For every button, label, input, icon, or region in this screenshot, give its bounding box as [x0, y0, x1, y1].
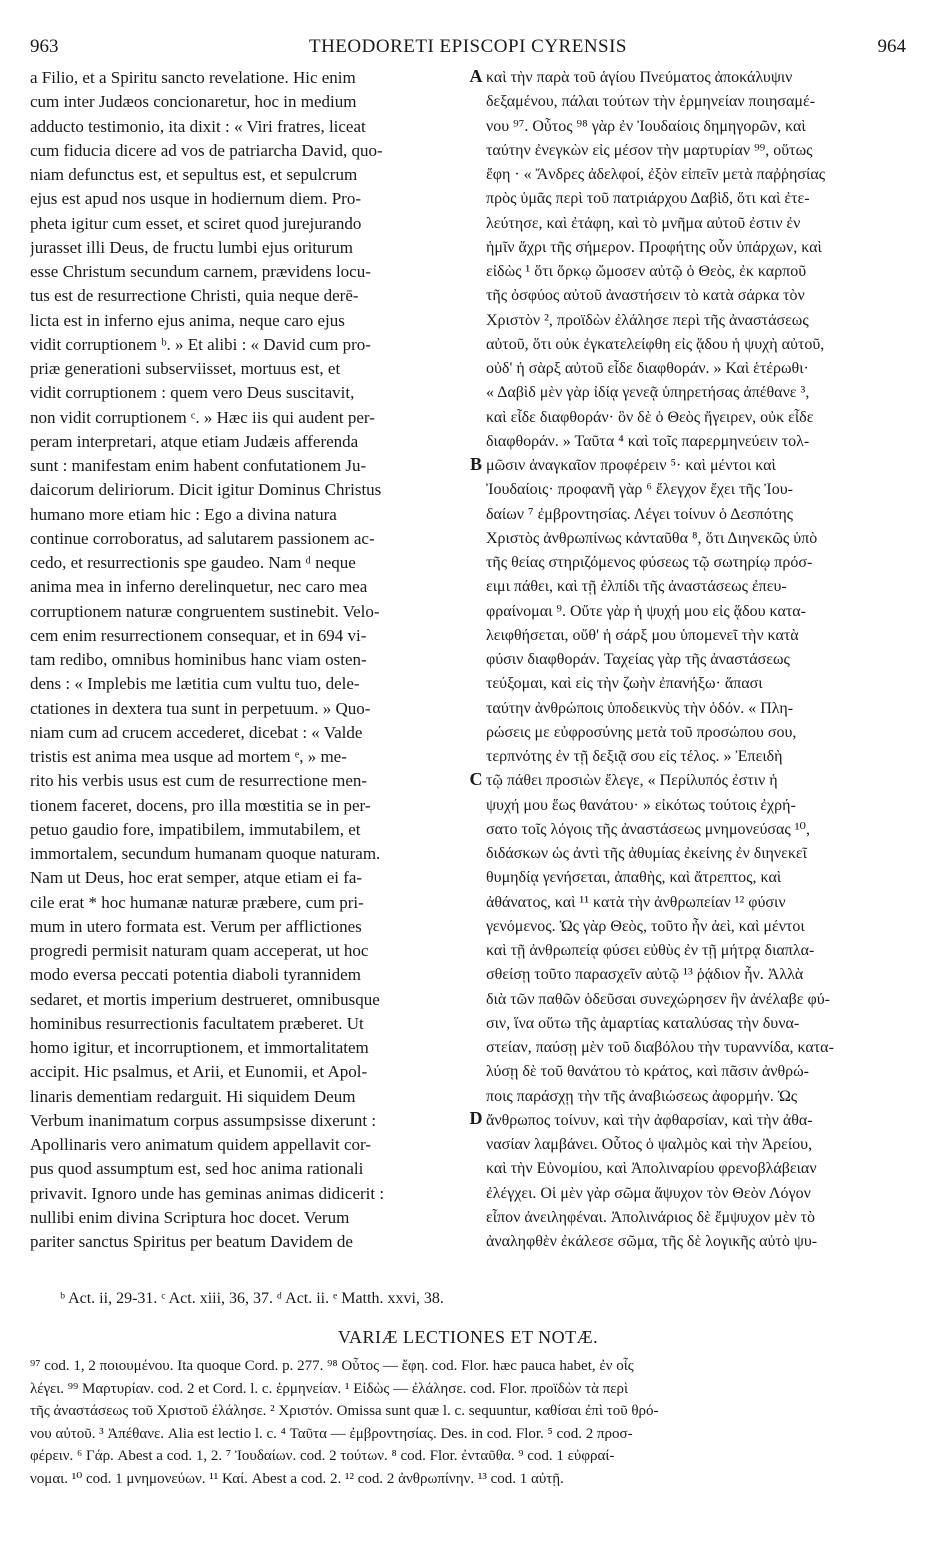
latin-text-line: continue corroboratus, ad salutarem passionem ac-	[30, 528, 375, 548]
greek-text-line: θυμηδίᾳ γενήσεται, ἀπαθὴς, καὶ ἄτρεπτος, καὶ	[486, 869, 782, 887]
varia-note-line: νομαι. ¹⁰ cod. 1 μνημονεύων. ¹¹ Καί. Abest a cod. 2. ¹² cod. 2 ἀνθρωπίνην. ¹³ cod. 1 αὐτῇ.	[30, 1470, 564, 1487]
greek-text-line: τῆς ὀσφύος αὐτοῦ ἀναστήσειν τὸ κατὰ σάρκα τὸν	[486, 287, 805, 305]
running-header	[30, 36, 906, 66]
latin-text-line: licta est in inferno ejus anima, neque caro ejus	[30, 310, 345, 330]
latin-text-line: vidit corruptionem ᵇ. » Et alibi : « David cum pro-	[30, 334, 371, 354]
latin-text-line: cum inter Judæos concionaretur, hoc in medium	[30, 92, 357, 112]
latin-text-line: corruptionem naturæ congruentem sustinebit. Velo-	[30, 601, 380, 621]
latin-text-line: tristis est anima mea usque ad mortem ᵉ, » me-	[30, 747, 347, 766]
greek-text-line: πρὸς ὑμᾶς περὶ τοῦ πατριάρχου Δαβὶδ, ὅτι καὶ ἐτε-	[486, 190, 810, 208]
varia-heading: VARIÆ LECTIONES ET NOTÆ.	[337, 1327, 599, 1347]
greek-text-line: τερπνότης ἐν τῇ δεξιᾷ σου εἰς τέλος. » Ἐπειδὴ	[486, 748, 783, 765]
greek-text-line: τεύξομαι, καὶ εἰς τὴν ζωὴν ἐπανήξω· ἅπασι	[486, 675, 763, 693]
greek-text-line: στείαν, παύσῃ μὲν τοῦ διαβόλου τὴν τυραννίδα, κατα-	[486, 1039, 834, 1056]
latin-text-line: rito his verbis usus est cum de resurrectione men-	[30, 771, 368, 791]
latin-text-line: mum in utero formata est. Verum per afflictiones	[30, 916, 362, 936]
latin-text-line: Nam ut Deus, hoc erat semper, atque etiam ei fa-	[30, 868, 363, 888]
greek-text-line: ψυχή μου ἕως θανάτου· » εἰκότως τούτοις ἐχρή-	[486, 796, 796, 814]
varia-note-line: τῆς ἀναστάσεως τοῦ Χριστοῦ ἐλάλησε. ² Χριστόν. Omissa sunt quæ l. c. sequuntur, καθίσαι ἐπὶ τοῦ θρό-	[30, 1403, 659, 1419]
latin-text-line: pus quod assumptum est, sed hoc anima rationali	[30, 1159, 364, 1179]
greek-text-line: ἀναληφθὲν ἐκάλεσε σῶμα, τῆς δὲ λογικῆς αὐτὸ ψυ-	[486, 1233, 818, 1250]
latin-text-line: dens : « Implebis me lætitia cum vultu tuo, dele-	[30, 674, 360, 694]
greek-text-line: τῷ πάθει προσιὼν ἔλεγε, « Περίλυπός ἐστιν ἡ	[486, 772, 778, 790]
latin-text-line: adducto testimonio, ita dixit : « Viri fratres, liceat	[30, 116, 366, 136]
latin-text-line: ctationes in dextera tua sunt in perpetuum. » Quo-	[30, 698, 371, 718]
greek-text-line: σιν, ἵνα οὕτω τῆς ἁμαρτίας καταλύσας τὴν δυνα-	[486, 1014, 800, 1032]
greek-text-line: ταύτην ἀνθρώποις ὑποδεικνὺς τὴν ὁδόν. « Πλη-	[486, 699, 794, 717]
latin-text-line: pariter sanctus Spiritus per beatum Davidem de	[30, 1232, 353, 1251]
running-title: THEODORETI EPISCOPI CYRENSIS	[308, 36, 628, 57]
greek-text-line: λύσῃ δὲ τοῦ θανάτου τὸ κράτος, καὶ πᾶσιν ἀνθρώ-	[486, 1063, 809, 1081]
greek-text-line: σθείσῃ τοῦτο παρασχεῖν αὐτῷ ¹³ ῥᾴδιον ἦν. Ἀλλὰ	[486, 966, 804, 984]
greek-text-line: Χριστὸν ², προϊδὼν ἐλάλησε περὶ τῆς ἀναστάσεως	[486, 311, 809, 329]
latin-text-line: jurasset illi Deus, de fructu lumbi ejus oriturum	[30, 237, 353, 257]
greek-text-line: ἐλέγχει. Οἱ μὲν γὰρ σῶμα ἄψυχον τὸν Θεὸν Λόγον	[486, 1184, 811, 1202]
greek-text-line: αὐτοῦ, ὅτι οὐκ ἐγκατελείφθη εἰς ᾅδου ἡ ψυχὴ αὐτοῦ,	[486, 335, 825, 353]
greek-text-line: λεύτησε, καὶ ἐτάφη, καὶ τὸ μνῆμα αὐτοῦ ἐστιν ἐν	[486, 214, 801, 232]
greek-text-line: ἡμῖν ἄχρι τῆς σήμερον. Προφήτης οὖν ὑπάρχων, καὶ	[486, 238, 822, 256]
greek-text-line: γενόμενος. Ὡς γὰρ Θεὸς, τοῦτο ἦν ἀεὶ, καὶ μέντοι	[486, 917, 805, 935]
left-page-number: 963	[30, 36, 59, 57]
margin-marker-d: D	[469, 1108, 483, 1128]
greek-text-line: εἰδὼς ¹ ὅτι ὅρκῳ ὤμοσεν αὐτῷ ὁ Θεὸς, ἐκ καρποῦ	[486, 263, 807, 280]
greek-text-line: νου ⁹⁷. Οὗτος ⁹⁸ γὰρ ἐν Ἰουδαίοις δημηγορῶν, καὶ	[486, 117, 806, 135]
latin-text-line: tus est de resurrectione Christi, quia neque derē-	[30, 286, 359, 306]
latin-text-line: sedaret, et mortis imperium destrueret, omnibusque	[30, 989, 380, 1009]
varia-lectiones	[30, 1355, 906, 1490]
latin-text-line: Verbum inanimatum corpus assumpsisse dixerunt :	[30, 1110, 377, 1130]
greek-text-line: καὶ τῇ ἀνθρωπείᾳ φύσει εὐθὺς ἐν τῇ μήτρᾳ διαπλα-	[486, 942, 815, 959]
varia-note-line: φέρειν. ⁶ Γάρ. Abest a cod. 1, 2. ⁷ Ἰουδαίων. cod. 2 τούτων. ⁸ cod. Flor. ἐνταῦθα. ⁹ cod. 1 εὐφραί-	[30, 1448, 615, 1464]
greek-text-line: δεξαμένου, πάλαι τούτων τὴν ἑρμηνείαν ποιησαμέ-	[486, 93, 816, 111]
latin-text-line: niam cum ad crucem accederet, dicebat : « Valde	[30, 722, 363, 742]
latin-text-line: priæ generationi subserviisset, mortuus est, et	[30, 359, 341, 378]
varia-note-line: ⁹⁷ cod. 1, 2 ποιουμένου. Ita quoque Cord. p. 277. ⁹⁸ Οὗτος — ἔφη. cod. Flor. hæc pauca habet, ἐν οἷς	[30, 1358, 634, 1374]
latin-text-line: nullibi enim divina Scriptura hoc docet. Verum	[30, 1207, 350, 1227]
right-page-number: 964	[877, 36, 906, 57]
margin-marker-a: A	[469, 66, 483, 86]
latin-text-line: daicorum deliriorum. Dicit igitur Dominus Christus	[30, 480, 382, 500]
greek-text-line: καὶ τὴν παρὰ τοῦ ἁγίου Πνεύματος ἀποκάλυψιν	[486, 69, 793, 86]
varia-note-line: νου αὐτοῦ. ³ Ἀπέθανε. Alia est lectio l. c. ⁴ Ταῦτα — ἐμβροντησίας. Des. in cod. Flor. ⁵ cod. 2 προσ-	[30, 1425, 633, 1442]
greek-text-line: διαφθοράν. » Ταῦτα ⁴ καὶ τοῖς παρερμηνεύειν τολ-	[486, 432, 810, 450]
latin-text-line: a Filio, et a Spiritu sancto revelatione. Hic enim	[30, 68, 356, 87]
greek-text-line: Χριστὸς ἀνθρωπίνως κἀνταῦθα ⁸, ὅτι Διηνεκῶς ὑπὸ	[486, 529, 818, 547]
latin-column	[30, 66, 466, 1254]
latin-text-line: tionem faceret, docens, pro illa mœstitia se in per-	[30, 795, 371, 815]
greek-text-line: δαίων ⁷ ἐμβροντησίας. Λέγει τοίνυν ὁ Δεσπότης	[486, 505, 794, 523]
latin-text-line: modo eversa peccati potentia diaboli tyrannidem	[30, 965, 361, 985]
greek-column	[486, 66, 906, 1254]
latin-text-line: pheta igitur cum esset, et sciret quod jurejurando	[30, 213, 362, 233]
greek-text-line: ἄνθρωπος τοίνυν, καὶ τὴν ἀφθαρσίαν, καὶ τὴν ἀθα-	[486, 1111, 813, 1129]
latin-text-line: progredi permisit naturam quam acceperat, ut hoc	[30, 941, 369, 960]
greek-text-line: εἶπον ἀνειληφέναι. Ἀπολινάριος δὲ ἔμψυχον μὲν τὸ	[486, 1208, 816, 1226]
latin-text-line: privavit. Ignoro unde has geminas animas didicerit :	[30, 1183, 385, 1203]
latin-text-line: immortalem, secundum humanam quoque naturam.	[30, 844, 381, 863]
latin-text-line: niam defunctus est, et sepultus est, et sepulcrum	[30, 165, 358, 184]
latin-text-line: vidit corruptionem : quem vero Deus suscitavit,	[30, 383, 355, 403]
greek-text-line: ποις παράσχῃ τὴν τῆς ἀναβιώσεως ἀφορμήν. Ὡς	[486, 1087, 798, 1105]
greek-text-line: ἀθάνατος, καὶ ¹¹ κατὰ τὴν ἀνθρωπείαν ¹² φύσιν	[486, 893, 786, 911]
varia-note-line: λέγει. ⁹⁹ Μαρτυρίαν. cod. 2 et Cord. l. c. ἑρμηνείαν. ¹ Εἰδὼς — ἐλάλησε. cod. Flor. προϊδὼν τὰ περὶ	[30, 1380, 629, 1397]
latin-text-line: Apollinaris vero animatum quidem appellavit cor-	[30, 1135, 371, 1154]
greek-text-line: καὶ τὴν Εὐνομίου, καὶ Ἀπολιναρίου φρενοβλάβειαν	[486, 1160, 817, 1178]
greek-text-line: φραίνομαι ⁹. Οὔτε γὰρ ἡ ψυχή μου εἰς ᾅδου κατα-	[486, 602, 806, 620]
greek-text-line: « Δαβὶδ μὲν γὰρ ἰδίᾳ γενεᾷ ὑπηρετήσας ἀπέθανε ³,	[486, 384, 810, 402]
latin-text-line: non vidit corruptionem ᶜ. » Hæc iis qui audent per-	[30, 407, 375, 427]
greek-text-line: Ἰουδαίοις· προφανῆ γὰρ ⁶ ἔλεγχον ἔχει τῆς Ἰου-	[486, 481, 793, 499]
greek-text-line: ἔφη · « Ἄνδρες ἀδελφοί, ἐξὸν εἰπεῖν μετὰ παῤῥησίας	[486, 166, 826, 183]
latin-text-line: cile erat * hoc humanæ naturæ præbere, cum pri-	[30, 892, 364, 912]
greek-text-line: φύσιν διαφθοράν. Ταχείας γὰρ τῆς ἀναστάσεως	[486, 651, 790, 668]
latin-text-line: accipit. Hic psalmus, et Arii, et Eunomii, et Apol-	[30, 1062, 368, 1082]
greek-text-line: διδάσκων ὡς ἀντὶ τῆς ἀθυμίας ἐκείνης ἐν διηνεκεῖ	[486, 845, 807, 862]
margin-marker-b: B	[469, 454, 482, 474]
greek-text-line: σατο τοῖς λόγοις τῆς ἀναστάσεως μνημονεύσας ¹⁰,	[486, 820, 810, 838]
latin-text-line: petuo gaudio fore, impatibilem, immutabilem, et	[30, 819, 361, 839]
latin-text-line: cem enim resurrectionem consequar, et in 694 vi-	[30, 625, 367, 645]
margin-marker-c: C	[469, 769, 483, 789]
greek-text-line: μῶσιν ἀναγκαῖον προφέρειν ⁵· καὶ μέντοι καὶ	[486, 457, 776, 474]
latin-text-line: humano more etiam hic : Ego a divina natura	[30, 504, 337, 524]
latin-text-line: peram interpretari, atque etiam Judæis afferenda	[30, 431, 359, 451]
latin-text-line: cum fiducia dicere ad vos de patriarcha David, quo-	[30, 140, 383, 160]
greek-text-line: λειφθήσεται, οὔθ' ἡ σάρξ μου ὑπομενεῖ τὴν κατὰ	[486, 626, 799, 644]
latin-text-line: linaris dementiam redarguit. Hi siquidem Deum	[30, 1086, 356, 1106]
latin-text-line: sunt : manifestam enim habent confutationem Ju-	[30, 456, 367, 475]
latin-text-line: esse Christum secundum carnem, prævidens locu-	[30, 262, 371, 281]
greek-text-line: ειμι πάθει, καὶ τῇ ἐλπίδι τῆς ἀναστάσεως ἐπευ-	[486, 578, 787, 596]
greek-text-line: διὰ τῶν παθῶν ὁδεῦσαι συνεχώρησεν ἣν ἀνέλαβε φύ-	[486, 990, 830, 1008]
latin-text-line: cedo, et resurrectionis spe gaudeo. Nam ᵈ neque	[30, 553, 356, 572]
greek-text-line: ρώσεις με εὐφροσύνης μετὰ τοῦ προσώπου σου,	[486, 723, 797, 741]
latin-text-line: homo igitur, et incorruptionem, et immortalitatem	[30, 1038, 369, 1057]
greek-text-line: οὐδ' ἡ σὰρξ αὐτοῦ εἶδε διαφθοράν. » Καὶ ἑτέρωθι·	[486, 360, 809, 377]
greek-text-line: νασίαν λαμβάνει. Οὗτος ὁ ψαλμὸς καὶ τὴν Ἀρείου,	[486, 1136, 813, 1153]
latin-text-line: hominibus resurrectionis facultatem præberet. Ut	[30, 1013, 364, 1033]
greek-text-line: καὶ εἶδε διαφθοράν· ὃν δὲ ὁ Θεὸς ἤγειρεν, οὐκ εἶδε	[486, 408, 814, 426]
scripture-footnotes: ᵇ Act. ii, 29-31. ᶜ Act. xiii, 36, 37. ᵈ Act. ii. ᵉ Matth. xxvi, 38.	[60, 1290, 444, 1307]
latin-text-line: ejus est apud nos usque in hodiernum diem. Pro-	[30, 189, 361, 209]
greek-text-line: ταύτην ἐνεγκὼν εἰς μέσον τὴν μαρτυρίαν ⁹⁹, οὕτως	[486, 141, 813, 159]
greek-text-line: τῆς θείας στηριζόμενος φύσεως τῷ σωτηρίῳ πρόσ-	[486, 554, 813, 571]
latin-text-line: tam redibo, omnibus hominibus hanc viam osten-	[30, 650, 367, 669]
latin-text-line: anima mea in inferno derelinquetur, nec caro mea	[30, 577, 368, 597]
